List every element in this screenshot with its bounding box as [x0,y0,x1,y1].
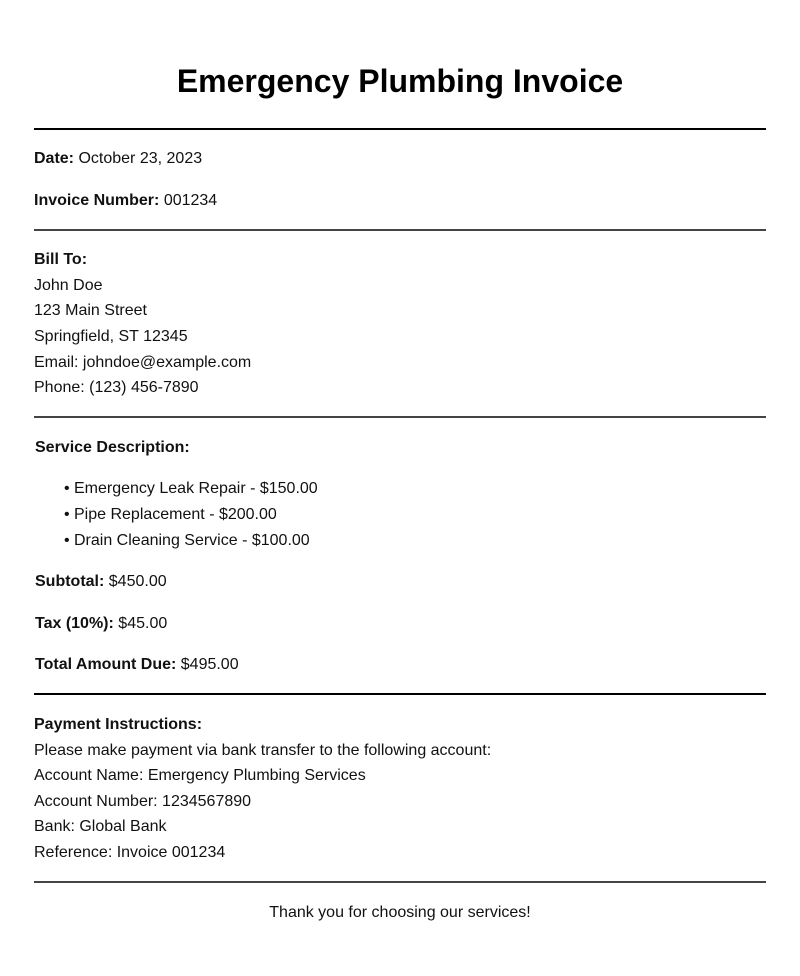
service-item-text: Emergency Leak Repair - $150.00 [74,480,318,497]
totals-divider [34,693,766,695]
payment-account-number: Account Number: 1234567890 [34,793,252,810]
date-row [34,149,202,169]
total-value: $495.00 [180,656,239,673]
date-value: October 23, 2023 [78,150,203,167]
bill-to-email: Email: johndoe@example.com [34,354,252,371]
bill-to-divider [34,416,766,418]
bill-to-name: John Doe [34,277,103,294]
bill-to-city: Springfield, ST 12345 [34,328,188,345]
subtotal-row [35,572,167,592]
service-item-text: Drain Cleaning Service - $100.00 [74,532,310,549]
info-divider [34,229,766,231]
invoice-number-value: 001234 [163,192,218,209]
payment-reference: Reference: Invoice 001234 [34,844,226,861]
service-heading [35,438,190,458]
service-heading-text: Service Description: [35,439,190,456]
bullet-icon: • [64,532,70,549]
service-item [64,505,277,525]
footer-thank-you: Thank you for choosing our services! [269,904,531,921]
payment-intro: Please make payment via bank transfer to the following account: [34,742,492,759]
invoice-number-label: Invoice Number: [34,192,160,209]
payment-heading [34,715,202,735]
subtotal-label: Subtotal: [35,573,105,590]
bullet-icon: • [64,506,70,523]
bullet-icon: • [64,480,70,497]
bill-to-phone: Phone: (123) 456-7890 [34,379,199,396]
payment-heading-text: Payment Instructions: [34,716,203,733]
total-row [35,655,239,675]
payment-account-name: Account Name: Emergency Plumbing Services [34,767,366,784]
payment-bank: Bank: Global Bank [34,818,167,835]
service-item [64,531,310,551]
bill-to-heading [34,250,87,270]
tax-row [35,614,167,634]
page-title: Emergency Plumbing Invoice [176,63,624,99]
bill-to-street: 123 Main Street [34,302,147,319]
invoice-number-row [34,191,217,211]
footer-divider [34,881,766,883]
service-item [64,479,318,499]
tax-value: $45.00 [118,615,168,632]
subtotal-value: $450.00 [108,573,167,590]
total-label: Total Amount Due: [35,656,177,673]
header-divider [34,128,766,130]
service-item-text: Pipe Replacement - $200.00 [74,506,277,523]
tax-label: Tax (10%): [35,615,114,632]
bill-to-heading-text: Bill To: [34,251,88,268]
date-label: Date: [34,150,75,167]
